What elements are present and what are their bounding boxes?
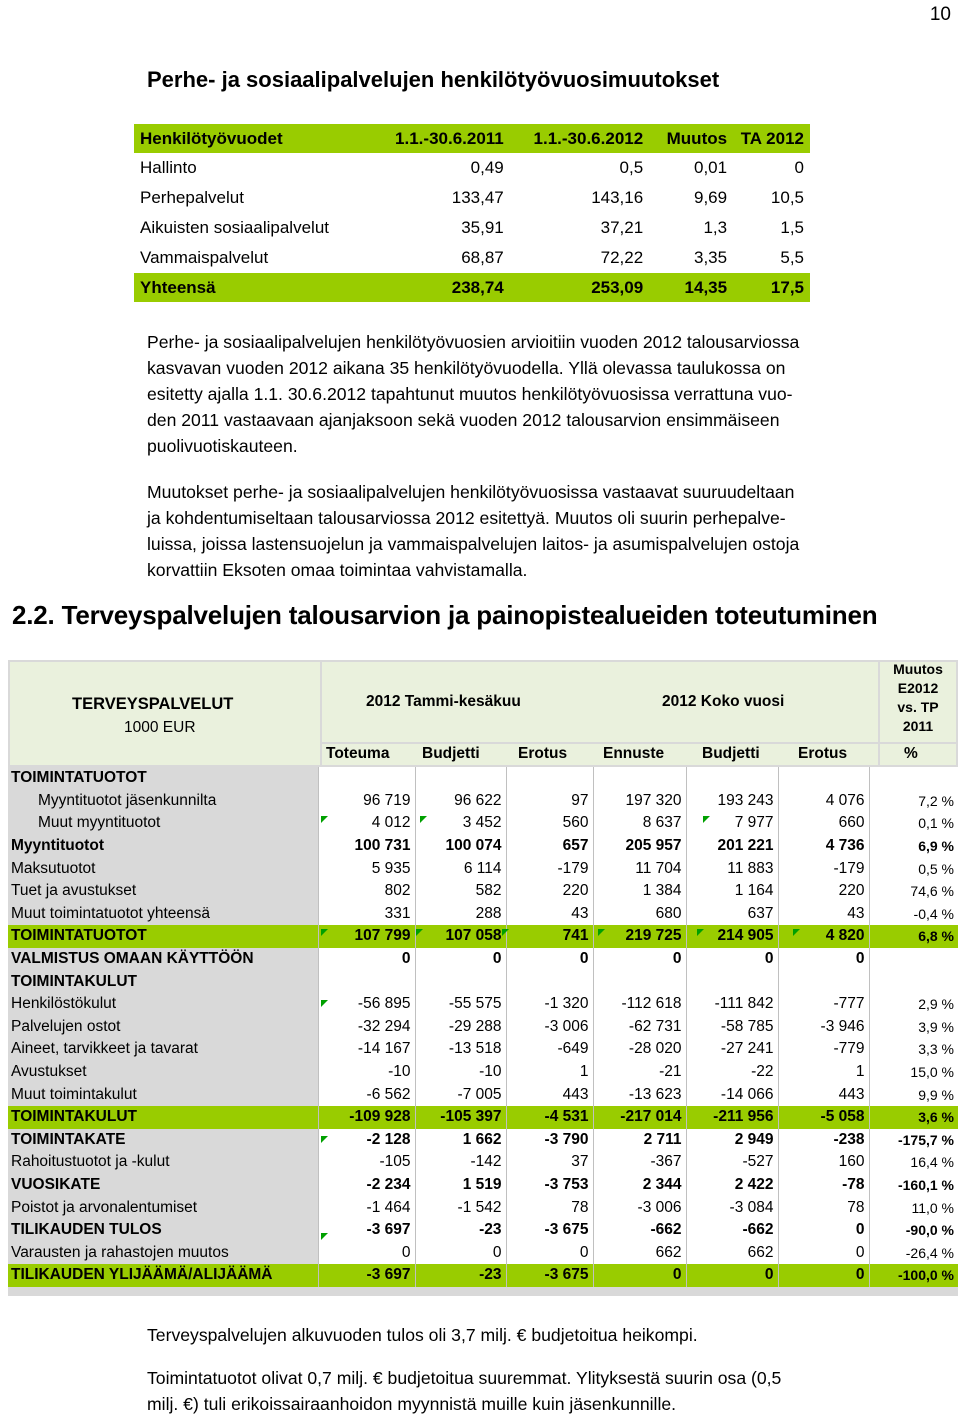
value-cell: -3 753	[506, 1174, 593, 1197]
cell: 10,5	[770, 188, 804, 207]
value-cell: -55 575	[415, 993, 506, 1016]
table-row	[134, 183, 810, 213]
value-cell: -10	[415, 1061, 506, 1084]
row-label: Muut myyntituotot	[38, 814, 161, 832]
value-cell: 1	[778, 1061, 869, 1084]
col-header: %	[904, 745, 918, 762]
table-unit: 1000 EUR	[124, 719, 196, 736]
cell: 238,74	[371, 273, 510, 302]
cell: 68,87	[461, 248, 504, 267]
col-header: Toteuma	[326, 745, 390, 762]
value-cell: 582	[415, 880, 506, 903]
value-cell: 11 883	[686, 857, 778, 880]
percent-cell: -26,4 %	[869, 1241, 958, 1264]
cell: 133,47	[451, 188, 504, 207]
cell: 253,09	[510, 273, 649, 302]
percent-cell: 6,8 %	[869, 925, 958, 948]
value-cell: -662	[593, 1219, 686, 1242]
value-cell: -367	[593, 1151, 686, 1174]
value-cell: 1 662	[415, 1129, 506, 1152]
value-cell: -13 518	[415, 1038, 506, 1061]
value-cell: 197 320	[593, 790, 686, 813]
value-cell: -14 066	[686, 1083, 778, 1106]
table-row	[8, 1264, 958, 1287]
bottom-text-2	[147, 1365, 781, 1417]
value-cell: -3 006	[593, 1196, 686, 1219]
text-line: luissa, joissa lastensuojelun ja vammaispalvelujen laitos- ja asumispalvelujen ostoja	[147, 534, 800, 554]
value-cell: -527	[686, 1151, 778, 1174]
value-cell: -1 464	[318, 1196, 415, 1219]
row-label: Muut toimintakulut	[11, 1085, 137, 1103]
value-cell: 0	[415, 948, 506, 971]
value-cell: 37	[506, 1151, 593, 1174]
text-line: Toimintatuotot olivat 0,7 milj. € budjetoitua suuremmat. Ylityksestä suurin osa (0,5	[147, 1368, 782, 1388]
value-cell: -58 785	[686, 1016, 778, 1039]
row-label: Myyntituotot	[11, 837, 104, 855]
cell: Perhepalvelut	[140, 188, 244, 207]
cell: 14,35	[649, 273, 733, 302]
value-cell: -779	[778, 1038, 869, 1061]
value-cell: -217 014	[593, 1106, 686, 1129]
value-cell: 1 164	[686, 880, 778, 903]
value-cell: 4 736	[778, 835, 869, 858]
value-cell: -32 294	[318, 1016, 415, 1039]
value-cell: 97	[506, 790, 593, 813]
value-cell: 0	[318, 1241, 415, 1264]
cell: 1,5	[780, 218, 804, 237]
value-cell: -109 928	[318, 1106, 415, 1129]
value-cell: -14 167	[318, 1038, 415, 1061]
cell: Vammaispalvelut	[140, 248, 269, 267]
row-label: Henkilöstökulut	[11, 995, 117, 1013]
row-label: Poistot ja arvonalentumiset	[11, 1198, 198, 1216]
col-header: Erotus	[518, 745, 568, 762]
change-header-line: E2012	[897, 680, 939, 696]
value-cell: 107 799	[318, 925, 415, 948]
row-label: VUOSIKATE	[11, 1175, 101, 1193]
table-row	[8, 1241, 958, 1264]
table-row	[134, 153, 810, 183]
row-label: TOIMINTATUOTOT	[11, 769, 147, 787]
comment-marker	[321, 1233, 328, 1240]
value-cell: -3 006	[506, 1016, 593, 1039]
percent-cell: 3,6 %	[869, 1106, 958, 1129]
comment-marker	[793, 929, 800, 936]
value-cell	[318, 970, 415, 993]
value-cell: 11 704	[593, 857, 686, 880]
row-label: TILIKAUDEN TULOS	[11, 1221, 162, 1239]
section-heading: 2.2. Terveyspalvelujen talousarvion ja painopistealueiden toteutuminen	[12, 600, 878, 630]
value-cell	[415, 767, 506, 790]
row-label: VALMISTUS OMAAN KÄYTTÖÖN	[11, 950, 254, 968]
paragraph-2	[147, 479, 947, 583]
percent-cell: 15,0 %	[869, 1061, 958, 1084]
value-cell: 0	[778, 1264, 869, 1287]
table-row	[8, 1061, 958, 1084]
percent-cell: 7,2 %	[869, 790, 958, 813]
table-row	[8, 993, 958, 1016]
header-cell	[322, 744, 878, 765]
cell: Yhteensä	[134, 273, 371, 302]
value-cell: -27 241	[686, 1038, 778, 1061]
text-line: kasvavan vuoden 2012 aikana 35 henkilötyövuodella. Yllä olevassa taulukossa on	[147, 358, 786, 378]
table-row	[8, 1038, 958, 1061]
table-row	[8, 1219, 958, 1242]
percent-cell: -175,7 %	[869, 1129, 958, 1152]
value-cell: 1 519	[415, 1174, 506, 1197]
value-cell: 0	[778, 948, 869, 971]
value-cell: 0	[686, 948, 778, 971]
col-header: Muutos	[649, 124, 733, 153]
text-line: esitetty ajalla 1.1. 30.6.2012 tapahtunut muutos henkilötyövuosissa verrattuna vuo-	[147, 384, 793, 404]
value-cell: -21	[593, 1061, 686, 1084]
row-label: TOIMINTATUOTOT	[8, 925, 318, 948]
value-cell: -211 956	[686, 1106, 778, 1129]
percent-cell: 2,9 %	[869, 993, 958, 1016]
value-cell: -3 790	[506, 1129, 593, 1152]
cell: 5,5	[780, 248, 804, 267]
value-cell: 193 243	[686, 790, 778, 813]
cell: 143,16	[591, 188, 644, 207]
cell: 0,5	[619, 158, 644, 177]
value-cell: -1 542	[415, 1196, 506, 1219]
value-cell: 6 114	[415, 857, 506, 880]
row-label: Muut toimintatuotot yhteensä	[11, 904, 211, 922]
table-row	[8, 1196, 958, 1219]
percent-cell: 16,4 %	[869, 1151, 958, 1174]
value-cell: -10	[318, 1061, 415, 1084]
percent-cell: 0,1 %	[869, 812, 958, 835]
value-cell: 660	[778, 812, 869, 835]
comment-marker	[321, 1136, 328, 1143]
row-label: Avustukset	[11, 1063, 87, 1081]
value-cell	[778, 970, 869, 993]
value-cell: -3 946	[778, 1016, 869, 1039]
table-row	[8, 1016, 958, 1039]
value-cell: 2 711	[593, 1129, 686, 1152]
value-cell: 662	[593, 1241, 686, 1264]
table-row	[8, 835, 958, 858]
value-cell: 3 452	[415, 812, 506, 835]
table-row	[8, 948, 958, 971]
value-cell: -179	[506, 857, 593, 880]
percent-cell: 9,9 %	[869, 1083, 958, 1106]
staff-years-table	[134, 124, 810, 302]
col-header: Budjetti	[422, 745, 480, 762]
comment-marker	[598, 929, 605, 936]
text-line: milj. €) tuli erikoissairaanhoidon myynnistä muille kuin jäsenkunnille.	[147, 1394, 677, 1414]
value-cell: -5 058	[778, 1106, 869, 1129]
col-header: 1.1.-30.6.2012	[510, 124, 649, 153]
cell: 0,49	[470, 158, 504, 177]
value-cell: 107 058	[415, 925, 506, 948]
value-cell: 560	[506, 812, 593, 835]
value-cell: 214 905	[686, 925, 778, 948]
section-title: Perhe- ja sosiaalipalvelujen henkilötyövuosimuutokset	[147, 67, 720, 92]
row-label: TOIMINTAKULUT	[11, 972, 137, 990]
value-cell: -2 128	[318, 1129, 415, 1152]
value-cell: -3 697	[318, 1264, 415, 1287]
value-cell: 443	[506, 1083, 593, 1106]
change-header-line: vs. TP	[897, 699, 939, 715]
value-cell: 0	[415, 1241, 506, 1264]
value-cell: 96 622	[415, 790, 506, 813]
value-cell	[506, 970, 593, 993]
table-row	[8, 1151, 958, 1174]
table-row	[8, 903, 958, 926]
col-header: Erotus	[798, 745, 848, 762]
value-cell: -179	[778, 857, 869, 880]
text-line: puolivuotiskauteen.	[147, 436, 298, 456]
table-row	[8, 1106, 958, 1129]
value-cell: -23	[415, 1219, 506, 1242]
value-cell: 288	[415, 903, 506, 926]
value-cell: 0	[506, 1241, 593, 1264]
value-cell: 331	[318, 903, 415, 926]
bottom-text-1: Terveyspalvelujen alkuvuoden tulos oli 3,7 milj. € budjetoitua heikompi.	[147, 1325, 698, 1345]
value-cell: -28 020	[593, 1038, 686, 1061]
value-cell	[415, 970, 506, 993]
percent-cell	[869, 948, 958, 971]
value-cell: 802	[318, 880, 415, 903]
value-cell: 220	[506, 880, 593, 903]
value-cell: -142	[415, 1151, 506, 1174]
change-header	[880, 662, 956, 742]
value-cell	[778, 767, 869, 790]
value-cell: -78	[778, 1174, 869, 1197]
table-row	[8, 970, 958, 993]
text-line: Perhe- ja sosiaalipalvelujen henkilötyövuosien arvioitiin vuoden 2012 talousarviossa	[147, 332, 800, 352]
value-cell: -111 842	[686, 993, 778, 1016]
comment-marker	[703, 816, 710, 823]
row-label: Maksutuotot	[11, 859, 96, 877]
cell: 9,69	[693, 188, 728, 207]
value-cell: -1 320	[506, 993, 593, 1016]
comment-marker	[416, 929, 423, 936]
table-row	[8, 812, 958, 835]
value-cell: 2 949	[686, 1129, 778, 1152]
value-cell: 5 935	[318, 857, 415, 880]
value-cell: -23	[415, 1264, 506, 1287]
value-cell: -22	[686, 1061, 778, 1084]
value-cell: 2 422	[686, 1174, 778, 1197]
value-cell: 219 725	[593, 925, 686, 948]
value-cell: 8 637	[593, 812, 686, 835]
value-cell: -3 675	[506, 1264, 593, 1287]
value-cell: -6 562	[318, 1083, 415, 1106]
value-cell: -662	[686, 1219, 778, 1242]
group-header: 2012 Tammi-kesäkuu	[366, 693, 521, 710]
value-cell: -3 697	[318, 1219, 415, 1242]
value-cell: 100 731	[318, 835, 415, 858]
text-line: ja kohdentumiseltaan talousarviossa 2012 esitettyä. Muutos oli suurin perhepalve-	[147, 508, 786, 528]
value-cell: -105 397	[415, 1106, 506, 1129]
value-cell: 43	[778, 903, 869, 926]
value-cell: -29 288	[415, 1016, 506, 1039]
table-row	[134, 243, 810, 273]
percent-cell	[869, 970, 958, 993]
col-header: Henkilötyövuodet	[134, 124, 371, 153]
table-row	[8, 857, 958, 880]
group-header: 2012 Koko vuosi	[662, 693, 785, 710]
cell: 0,01	[693, 158, 728, 177]
value-cell: 43	[506, 903, 593, 926]
cell: 17,5	[733, 273, 810, 302]
value-cell: 4 012	[318, 812, 415, 835]
value-cell: -7 005	[415, 1083, 506, 1106]
col-header: Ennuste	[603, 745, 665, 762]
cell: Aikuisten sosiaalipalvelut	[140, 218, 329, 237]
value-cell	[593, 970, 686, 993]
value-cell: -3 084	[686, 1196, 778, 1219]
row-label: Rahoitustuotot ja -kulut	[11, 1153, 170, 1171]
comment-marker	[502, 929, 509, 936]
value-cell: 4 076	[778, 790, 869, 813]
value-cell	[506, 767, 593, 790]
table-row	[8, 767, 958, 790]
cell: Hallinto	[140, 158, 197, 177]
value-cell: 205 957	[593, 835, 686, 858]
col-header: Budjetti	[702, 745, 760, 762]
table-row	[8, 880, 958, 903]
value-cell: -62 731	[593, 1016, 686, 1039]
table-row	[8, 925, 958, 948]
percent-cell: 3,3 %	[869, 1038, 958, 1061]
row-label: TILIKAUDEN YLIJÄÄMÄ/ALIJÄÄMÄ	[8, 1264, 318, 1287]
value-cell: 4 820	[778, 925, 869, 948]
table-row	[8, 790, 958, 813]
value-cell: 0	[778, 1241, 869, 1264]
value-cell	[593, 767, 686, 790]
cell: 72,22	[600, 248, 644, 267]
value-cell	[686, 767, 778, 790]
value-cell: 0	[506, 948, 593, 971]
percent-cell: 0,5 %	[869, 857, 958, 880]
value-cell: -112 618	[593, 993, 686, 1016]
table-title: TERVEYSPALVELUT	[72, 695, 234, 713]
text-line: Muutokset perhe- ja sosiaalipalvelujen henkilötyövuosissa vastaavat suuruudeltaan	[147, 482, 795, 502]
value-cell: -649	[506, 1038, 593, 1061]
value-cell: 96 719	[318, 790, 415, 813]
table-row	[8, 1083, 958, 1106]
cell: 35,91	[461, 218, 504, 237]
cell: 1,3	[703, 218, 728, 237]
change-header-line: 2011	[902, 718, 934, 734]
value-cell: -4 531	[506, 1106, 593, 1129]
col-header: TA 2012	[733, 124, 810, 153]
value-cell: 0	[318, 948, 415, 971]
value-cell: 443	[778, 1083, 869, 1106]
table-row	[8, 1174, 958, 1197]
value-cell: 0	[593, 948, 686, 971]
text-line: den 2011 vastaavaan ajanjaksoon sekä vuoden 2012 talousarvion ensimmäiseen	[147, 410, 780, 430]
row-label: TOIMINTAKULUT	[8, 1106, 318, 1129]
percent-cell: 74,6 %	[869, 880, 958, 903]
col-header: 1.1.-30.6.2011	[371, 124, 510, 153]
row-label: Myyntituotot jäsenkunnilta	[38, 791, 217, 809]
percent-cell: 3,9 %	[869, 1016, 958, 1039]
value-cell: 662	[686, 1241, 778, 1264]
value-cell	[686, 970, 778, 993]
value-cell: 1	[506, 1061, 593, 1084]
header-cell	[880, 744, 956, 765]
row-label: Varausten ja rahastojen muutos	[11, 1243, 229, 1261]
value-cell: 657	[506, 835, 593, 858]
comment-marker	[321, 816, 328, 823]
row-label: Tuet ja avustukset	[11, 882, 137, 900]
comment-marker	[697, 929, 704, 936]
value-cell: 78	[506, 1196, 593, 1219]
value-cell: 220	[778, 880, 869, 903]
cell: 0	[794, 158, 804, 177]
percent-cell: -100,0 %	[869, 1264, 958, 1287]
table-row	[8, 1129, 958, 1152]
comment-marker	[321, 1000, 328, 1007]
value-cell: -56 895	[318, 993, 415, 1016]
value-cell: -3 675	[506, 1219, 593, 1242]
row-label: TOIMINTAKATE	[11, 1130, 126, 1148]
value-cell: 741	[506, 925, 593, 948]
comment-marker	[420, 816, 427, 823]
value-cell: 680	[593, 903, 686, 926]
page-number: 10	[929, 4, 951, 25]
row-label: Aineet, tarvikkeet ja tavarat	[11, 1040, 198, 1058]
text-line: korvattiin Eksoten omaa toimintaa vahvistamalla.	[147, 560, 528, 580]
value-cell: 78	[778, 1196, 869, 1219]
value-cell: 0	[593, 1264, 686, 1287]
value-cell: -105	[318, 1151, 415, 1174]
value-cell: -777	[778, 993, 869, 1016]
value-cell: -238	[778, 1129, 869, 1152]
value-cell: 201 221	[686, 835, 778, 858]
cell: 37,21	[600, 218, 644, 237]
table-header-row	[134, 124, 810, 153]
change-header-line: Muutos	[893, 662, 943, 677]
value-cell: 7 977	[686, 812, 778, 835]
value-cell: 2 344	[593, 1174, 686, 1197]
percent-cell: -90,0 %	[869, 1219, 958, 1242]
value-cell: 0	[778, 1219, 869, 1242]
value-cell: -13 623	[593, 1083, 686, 1106]
total-row	[134, 273, 810, 302]
value-cell: -2 234	[318, 1174, 415, 1197]
cell: 3,35	[693, 248, 728, 267]
percent-cell: -0,4 %	[869, 903, 958, 926]
value-cell: 160	[778, 1151, 869, 1174]
comment-marker	[321, 929, 328, 936]
percent-cell	[869, 767, 958, 790]
budget-table	[8, 767, 958, 1287]
value-cell: 100 074	[415, 835, 506, 858]
value-cell: 0	[686, 1264, 778, 1287]
table-row	[134, 213, 810, 243]
value-cell: 637	[686, 903, 778, 926]
percent-cell: 11,0 %	[869, 1196, 958, 1219]
percent-cell: 6,9 %	[869, 835, 958, 858]
value-cell	[318, 767, 415, 790]
percent-cell: -160,1 %	[869, 1174, 958, 1197]
paragraph-1	[147, 329, 947, 459]
row-label: Palvelujen ostot	[11, 1017, 121, 1035]
value-cell: 1 384	[593, 880, 686, 903]
